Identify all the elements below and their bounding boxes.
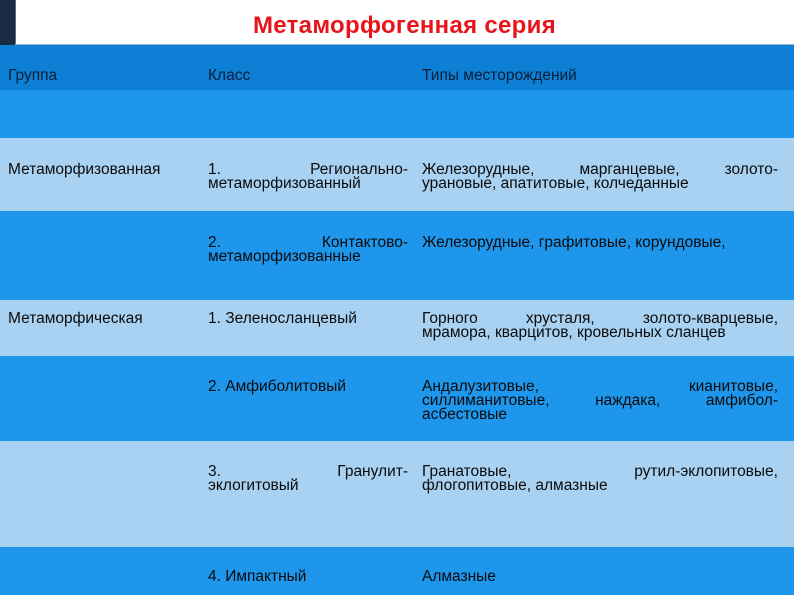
table-header-row [0,45,794,90]
deposit-line: силлиманитовые, наждака, амфибол- [422,392,778,409]
table-row [0,138,794,211]
class-line: 4. Импактный [208,568,307,585]
deposit-line: асбестовые [422,406,507,423]
table-row [0,441,794,547]
deposit-line: Горного хрусталя, золото-кварцевые, [422,310,778,327]
table-row [0,356,794,441]
deposit-cell [414,547,794,595]
deposit-cell [414,138,794,211]
class-line: 3. Гранулит- [208,463,408,480]
group-cell [0,441,200,547]
table-row-empty [0,90,794,138]
deposit-line: Алмазные [422,568,496,585]
group-cell: Метаморфизованная [8,161,161,178]
table-row [0,547,794,595]
header-deposit-types: Типы месторождений [422,67,577,84]
table-row [0,300,794,356]
group-cell: Метаморфическая [8,310,143,327]
group-cell [0,356,200,441]
class-cell [200,300,414,356]
table-row [0,211,794,300]
slide-title: Метаморфогенная серия [253,12,556,39]
header-class: Класс [208,67,251,84]
class-line: 2. Амфиболитовый [208,378,347,395]
class-cell [200,356,414,441]
class-line: 1. Регионально- [208,161,408,178]
class-line: эклогитовый [208,477,299,494]
deposit-line: флогопитовые, алмазные [422,477,608,494]
deposit-cell [414,441,794,547]
group-cell [0,211,200,300]
deposit-line: Гранатовые, рутил-эклопитовые, [422,463,778,480]
deposit-cell [414,356,794,441]
deposit-line: Андалузитовые, кианитовые, [422,378,778,395]
class-line: метаморфизованные [208,248,361,265]
class-line: 2. Контактово- [208,234,408,251]
deposit-line: урановые, апатитовые, колчеданные [422,175,689,192]
class-line: 1. Зеленосланцевый [208,310,357,327]
deposit-cell [414,211,794,300]
class-cell [200,547,414,595]
left-accent-bar [0,0,16,45]
class-line: метаморфизованный [208,175,361,192]
class-cell [200,138,414,211]
deposit-line: Железорудные, марганцевые, золото- [422,161,778,178]
class-cell [200,441,414,547]
deposit-cell [414,300,794,356]
deposit-line: мрамора, кварцитов, кровельных сланцев [422,324,726,341]
deposit-line: Железорудные, графитовые, корундовые, [422,234,726,251]
header-group: Группа [8,67,58,84]
group-cell [0,547,200,595]
class-cell [200,211,414,300]
